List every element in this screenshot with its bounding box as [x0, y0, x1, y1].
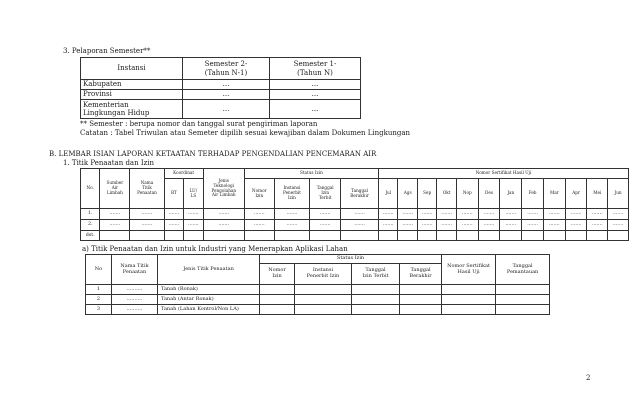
semester-note: ** Semester : berupa nomor dan tanggal surat pengiriman laporan: [80, 120, 318, 128]
cell-value: ...: [270, 90, 361, 100]
cell-filler: .......: [100, 209, 130, 220]
table-row: [81, 90, 361, 100]
cell-filler: .......: [417, 220, 436, 231]
month-okt: Okt: [437, 179, 456, 209]
header-jenis: Jenis Teknologi Pengolahan Air Limbah: [203, 169, 244, 209]
cell-filler: .......: [437, 220, 456, 231]
row-no: 2.: [81, 220, 100, 231]
col-semester2-header: Semester 2- (Tahun N-1): [183, 58, 270, 80]
cell-filler: .......: [164, 209, 183, 220]
row-jenis: Tanah (Ronak): [158, 285, 260, 295]
header-tanggal-berakhir: Tanggal Berakhir: [400, 264, 442, 285]
month-jan: Jan: [500, 179, 522, 209]
cell-filler: .......: [184, 220, 203, 231]
header-koordinat: Koordinat: [164, 169, 203, 179]
cell-filler: .......: [587, 220, 608, 231]
month-nop: Nop: [456, 179, 478, 209]
month-mei: Mei: [587, 179, 608, 209]
cell-filler: .......: [310, 220, 341, 231]
row-no: 1: [86, 285, 112, 295]
cell-filler: .......: [398, 220, 417, 231]
month-mar: Mar: [543, 179, 565, 209]
cell-value: ...: [183, 100, 270, 119]
table-row: [81, 209, 629, 220]
row-no: dst.: [81, 231, 100, 241]
cell-filler: .......: [184, 209, 203, 220]
row-nama: ..........: [112, 295, 158, 305]
header-nomor-izin: Nomor Izin: [244, 179, 274, 209]
cell-value: ...: [270, 80, 361, 90]
header-jenis-titik: Jenis Titik Penaatan: [158, 255, 260, 285]
cell-filler: .......: [437, 209, 456, 220]
cell-filler: .......: [244, 209, 274, 220]
row-no: 3: [86, 305, 112, 315]
cell-filler: .......: [522, 220, 544, 231]
section-a-heading: a) Titik Penaatan dan Izin untuk Industri yang Menerapkan Aplikasi Lahan: [82, 245, 348, 253]
header-lu-ls: LU/ LS: [184, 179, 203, 209]
cell-value: ...: [270, 100, 361, 119]
month-des: Des: [478, 179, 500, 209]
header-tanggal-terbit: Tanggal Izin Terbit: [310, 179, 341, 209]
section-b-heading: B. LEMBAR ISIAN LAPORAN KETAATAN TERHADAP PENGENDALIAN PENCEMARAN AIR: [49, 150, 377, 158]
cell-filler: .......: [565, 220, 587, 231]
table-row: [81, 80, 361, 90]
cell-filler: .......: [543, 220, 565, 231]
row-label: Kementerian Lingkungan Hidup: [81, 100, 183, 119]
row-nama: ..........: [112, 305, 158, 315]
cell-filler: .......: [274, 209, 310, 220]
cell-filler: .......: [130, 220, 164, 231]
cell-filler: .......: [203, 209, 244, 220]
table-row: [86, 295, 550, 305]
month-feb: Feb: [522, 179, 544, 209]
header-status-izin: Status Izin: [260, 255, 442, 264]
catatan-note: Catatan : Tabel Triwulan atau Semeter dipilih sesuai kewajiban dalam Dokumen Lingkungan: [80, 129, 411, 137]
cell-filler: .......: [378, 220, 397, 231]
cell-filler: .......: [456, 220, 478, 231]
header-nama-titik: Nama Titik Penaatan: [130, 169, 164, 209]
cell-filler: .......: [608, 220, 629, 231]
table-row: [81, 220, 629, 231]
cell-filler: .......: [341, 220, 379, 231]
cell-filler: .......: [130, 209, 164, 220]
cell-filler: .......: [478, 209, 500, 220]
cell-filler: .......: [543, 209, 565, 220]
semester-table: [80, 57, 361, 119]
cell-filler: .......: [244, 220, 274, 231]
cell-value: ...: [183, 80, 270, 90]
section-3-heading: 3. Pelaporan Semester**: [63, 47, 151, 55]
cell-filler: .......: [608, 209, 629, 220]
header-sumber: Sumber Air Limbah: [100, 169, 130, 209]
month-sep: Sep: [417, 179, 436, 209]
month-apr: Apr: [565, 179, 587, 209]
cell-filler: .......: [565, 209, 587, 220]
month-jun: Jun: [608, 179, 629, 209]
cell-filler: .......: [378, 209, 397, 220]
header-nomor-sertifikat: Nomor Sertifikat Hasil Uji: [442, 255, 496, 285]
cell-filler: .......: [274, 220, 310, 231]
cell-filler: .......: [100, 220, 130, 231]
cell-filler: .......: [456, 209, 478, 220]
row-jenis: Tanah (Antar Ronak): [158, 295, 260, 305]
header-no: No.: [81, 169, 100, 209]
section-b-sub1: 1. Titik Penaatan dan Izin: [63, 159, 155, 167]
header-status-izin: Status Izin: [244, 169, 378, 179]
col-semester1-header: Semester 1- (Tahun N): [270, 58, 361, 80]
col-instansi-header: Instansi: [81, 58, 183, 80]
header-nama-titik: Nama Titik Penaatan: [112, 255, 158, 285]
cell-filler: .......: [341, 209, 379, 220]
month-jul: Jul: [378, 179, 397, 209]
header-instansi-penerbit: Instansi Penerbit Izin: [274, 179, 310, 209]
titik-penaatan-table: [80, 168, 629, 241]
table-row: [81, 231, 629, 241]
table-row: [81, 100, 361, 119]
header-instansi-penerbit: Instansi Penerbit Izin: [295, 264, 352, 285]
header-nomor-sertifikat: Nomor Sertifikat Hasil Uji: [378, 169, 628, 179]
cell-value: ...: [183, 90, 270, 100]
row-no: 2: [86, 295, 112, 305]
cell-filler: .......: [417, 209, 436, 220]
cell-filler: .......: [500, 220, 522, 231]
row-label: Kabupaten: [81, 80, 183, 90]
header-tanggal-terbit: Tanggal Izin Terbit: [352, 264, 400, 285]
table-row: [86, 285, 550, 295]
aplikasi-lahan-table: [85, 254, 550, 315]
header-tanggal-berakhir: Tanggal Berakhir: [341, 179, 379, 209]
month-ags: Ags: [398, 179, 417, 209]
header-nomor-izin: Nomor Izin: [260, 264, 295, 285]
cell-filler: .......: [478, 220, 500, 231]
page-number: 2: [586, 374, 591, 382]
cell-filler: .......: [164, 220, 183, 231]
table-row: [86, 305, 550, 315]
header-no: No: [86, 255, 112, 285]
header-bt: BT: [164, 179, 183, 209]
row-label: Provinsi: [81, 90, 183, 100]
cell-filler: .......: [522, 209, 544, 220]
cell-filler: .......: [310, 209, 341, 220]
cell-filler: .......: [398, 209, 417, 220]
header-tanggal-pemantauan: Tanggal Pemantauan: [496, 255, 550, 285]
row-jenis: Tanah (Lahan Kontrol/Non LA): [158, 305, 260, 315]
row-nama: ..........: [112, 285, 158, 295]
cell-filler: .......: [203, 220, 244, 231]
cell-filler: .......: [500, 209, 522, 220]
row-no: 1.: [81, 209, 100, 220]
cell-filler: .......: [587, 209, 608, 220]
